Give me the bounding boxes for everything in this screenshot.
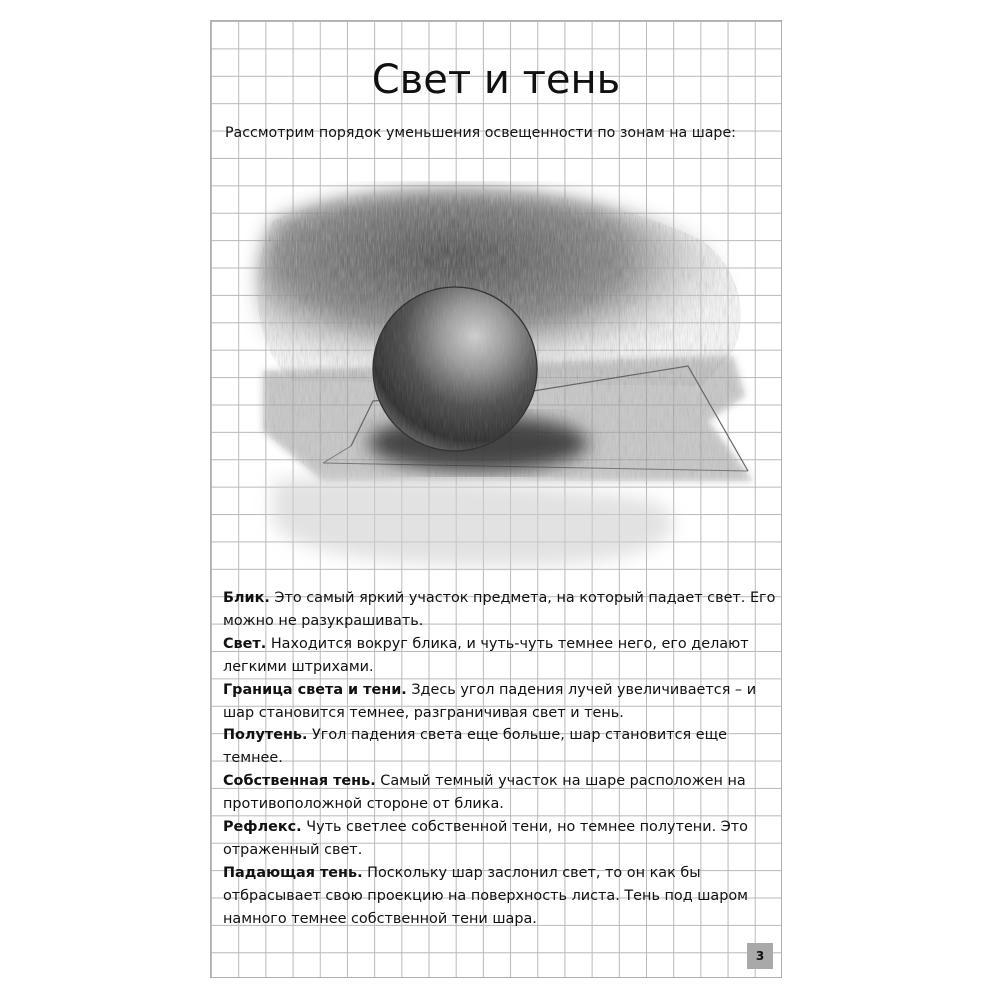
list-item	[223, 679, 779, 725]
term-description: Поскольку шар заслонил свет, то он как бы отбрасывает свою проекцию на поверхность листа. Тень под шаром намного темнее собственной тени шара.	[223, 864, 749, 927]
notebook-page	[210, 20, 782, 978]
list-item	[223, 770, 779, 816]
list-item	[223, 724, 779, 770]
list-item	[223, 587, 779, 633]
term-description: Чуть светлее собственной тени, но темнее полутени. Это отраженный свет.	[223, 819, 748, 858]
page-number: 3	[747, 943, 773, 969]
term-label: Полутень.	[223, 727, 308, 744]
sphere-pencil-drawing	[233, 181, 763, 571]
term-label: Свет.	[223, 635, 267, 652]
term-description: Это самый яркий участок предмета, на который падает свет. Его можно не разукрашивать.	[223, 590, 776, 629]
list-item	[223, 862, 779, 931]
term-label: Собственная тень.	[223, 773, 376, 790]
term-description: Угол падения света еще больше, шар становится еще темнее.	[223, 727, 728, 767]
sphere-texture	[373, 287, 537, 451]
light-zones-list	[223, 587, 779, 931]
term-description: Находится вокруг блика, и чуть-чуть темнее него, его делают легкими штрихами.	[223, 635, 749, 675]
page-title: Свет и тень	[371, 57, 621, 103]
term-description: Здесь угол падения лучей увеличивается – и шар становится темнее, разграничивая свет и тень.	[223, 681, 757, 721]
list-item	[223, 816, 779, 862]
term-label: Рефлекс.	[223, 819, 302, 836]
list-item	[223, 633, 779, 679]
term-description: Самый темный участок на шаре расположен на противоположной стороне от блика.	[223, 773, 746, 813]
term-label: Падающая тень.	[223, 864, 363, 881]
term-label: Блик.	[223, 590, 270, 606]
intro-text: Рассмотрим порядок уменьшения освещенности по зонам на шаре:	[225, 125, 736, 141]
term-label: Граница света и тени.	[223, 681, 407, 698]
